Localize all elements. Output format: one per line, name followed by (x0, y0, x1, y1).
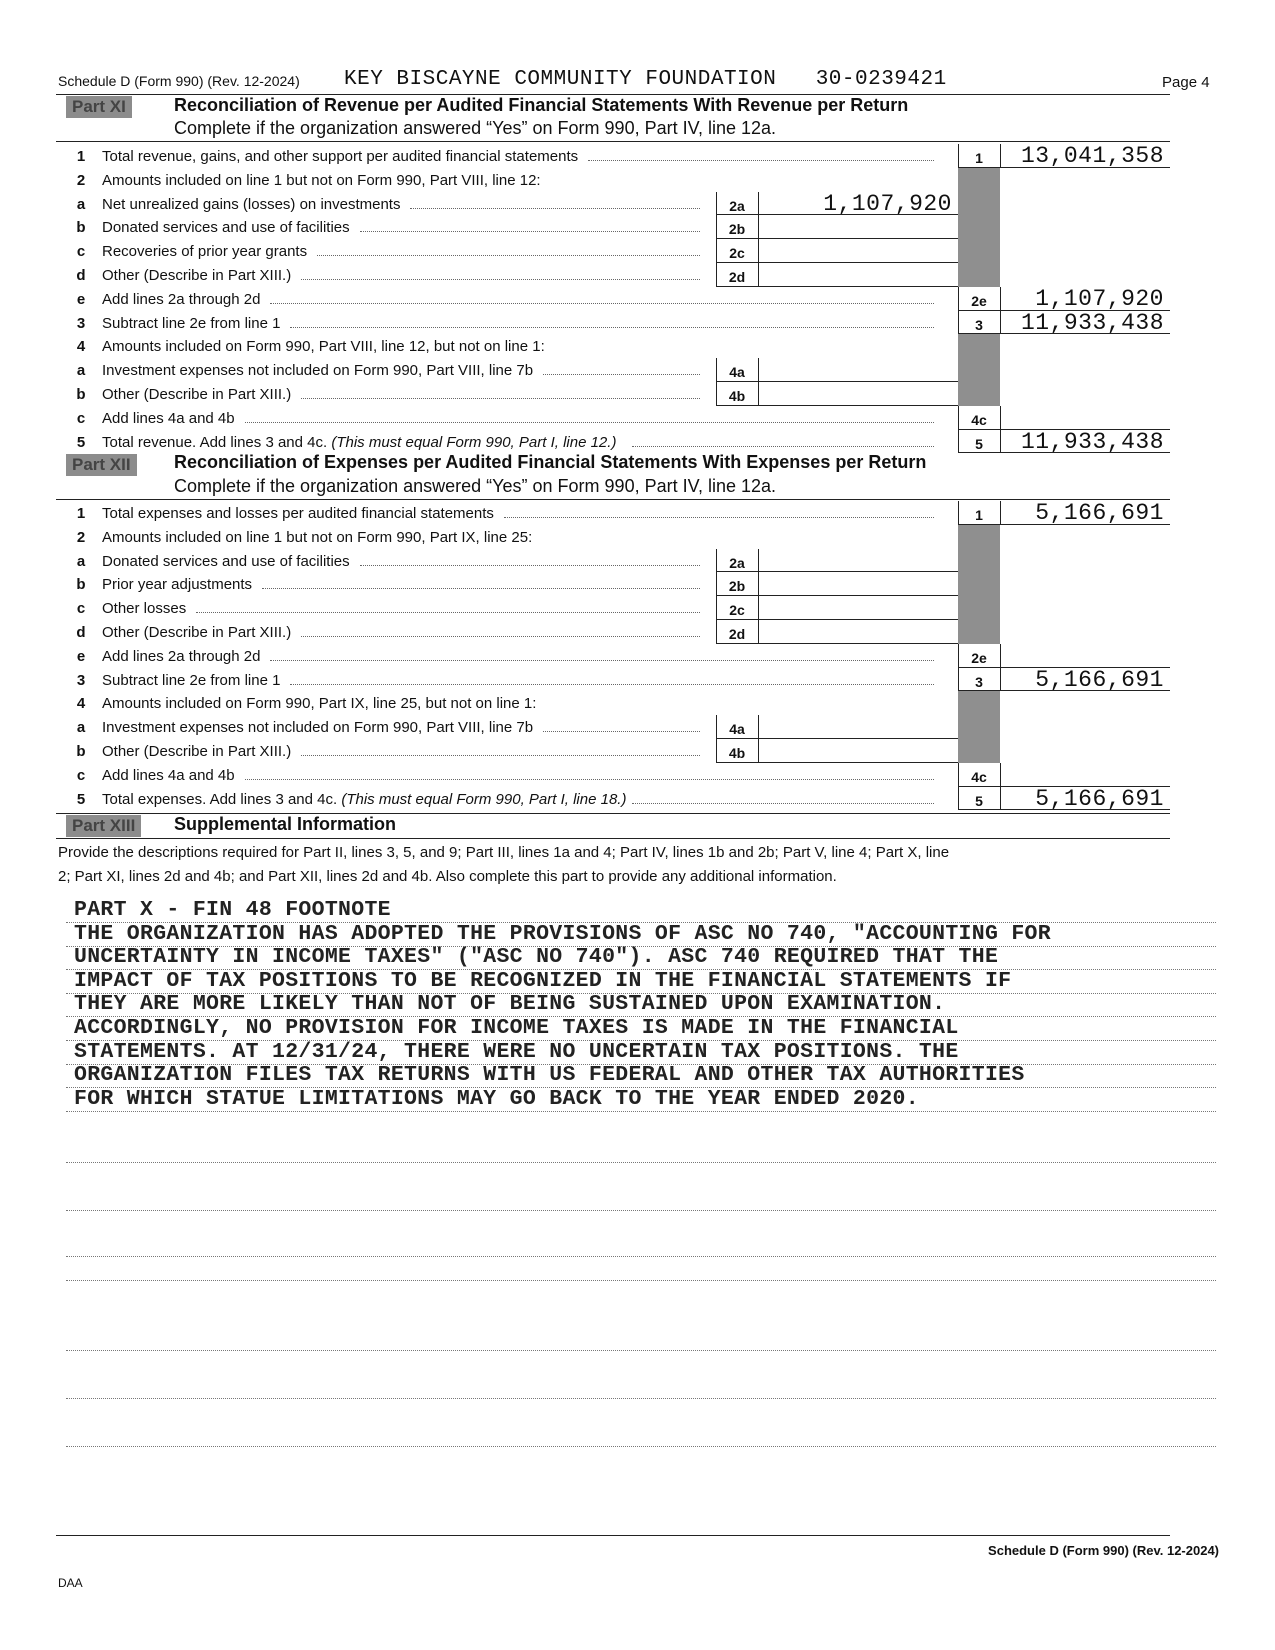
line-number: e (76, 647, 86, 665)
line-row (0, 287, 1275, 311)
line-label (102, 767, 235, 784)
line-row (0, 787, 1275, 811)
code-box (958, 644, 1000, 668)
dot-leader (543, 374, 700, 375)
code-box (958, 311, 1000, 335)
line-number: d (76, 624, 86, 641)
line-label (102, 315, 280, 332)
line-row (0, 739, 1275, 763)
form-reference: Schedule D (Form 990) (Rev. 12-2024) (58, 73, 300, 89)
line-row (0, 144, 1275, 168)
line-label-text: Amounts included on line 1 but not on Form 990, Part VIII, line 12: (102, 171, 541, 189)
line-label (102, 695, 536, 712)
line-number: 2 (76, 171, 86, 189)
amount-box (758, 572, 958, 596)
line-label (102, 672, 280, 689)
line-label (102, 338, 545, 355)
supplemental-line: IMPACT OF TAX POSITIONS TO BE RECOGNIZED IN THE FINANCIAL STATEMENTS IF (74, 968, 1012, 993)
line-label-text: Add lines 4a and 4b (102, 766, 235, 784)
line-code: 2b (728, 578, 746, 595)
line-label (102, 624, 291, 641)
dot-leader (245, 779, 934, 780)
page-number: Page 4 (1162, 74, 1210, 91)
amount-value: 13,041,358 (1020, 143, 1164, 169)
line-number: 5 (76, 790, 86, 808)
line-label (102, 291, 260, 308)
amount-value: 5,166,691 (1035, 666, 1164, 693)
line-label-text: Amounts included on line 1 but not on Form 990, Part IX, line 25: (102, 528, 533, 546)
line-number: e (76, 290, 86, 308)
line-label (102, 243, 307, 260)
part-xiii-title: Supplemental Information (174, 814, 397, 834)
code-box (716, 215, 758, 239)
line-number: 1 (76, 505, 86, 522)
code-box (716, 572, 758, 596)
code-box (716, 358, 758, 382)
line-row (0, 311, 1275, 335)
line-number: 3 (76, 671, 86, 689)
line-code: 4b (728, 388, 746, 404)
line-row (0, 263, 1275, 287)
amount-box (758, 715, 958, 739)
line-label-text: Amounts included on Form 990, Part VIII, line 12, but not on line 1: (102, 338, 545, 356)
line-code: 2a (729, 197, 745, 214)
line-number: b (76, 219, 86, 237)
part-xi-rule (56, 141, 1170, 142)
dot-leader (588, 160, 934, 161)
amount-box (1000, 763, 1170, 787)
amount-value: 11,933,438 (1020, 309, 1164, 336)
line-label (102, 529, 532, 546)
line-label (102, 267, 291, 284)
part-xii-subtitle: Complete if the organization answered “Yes” on Form 990, Part IV, line 12a. (174, 476, 777, 496)
line-label-text: Total revenue, gains, and other support per audited financial statements (102, 148, 579, 165)
line-row (0, 596, 1275, 620)
line-row (0, 239, 1275, 263)
organization-name-ein (344, 68, 947, 91)
line-number: a (76, 362, 86, 380)
line-number: b (76, 386, 86, 403)
line-label-text: Add lines 2a through 2d (102, 290, 261, 308)
dot-leader (360, 565, 700, 566)
line-label-text: Add lines 4a and 4b (102, 409, 235, 427)
part-xiii-instructions-line1: Provide the descriptions required for Part II, lines 3, 5, and 9; Part III, lines 1a and 4; Part IV, lines 1b and 2b; Part V, line 4; Part X, line (58, 844, 950, 861)
line-label (102, 600, 186, 617)
line-code: 2e (971, 649, 987, 666)
part-xii-title: Reconciliation of Expenses per Audited Financial Statements With Expenses per Return (174, 452, 927, 472)
amount-box (758, 263, 958, 287)
line-code: 3 (975, 673, 983, 690)
line-label (102, 648, 260, 665)
dot-leader (504, 517, 934, 518)
line-label-text: Other (Describe in Part XIII.) (102, 267, 292, 284)
line-code: 2d (728, 626, 746, 642)
code-box (716, 739, 758, 763)
amount-value: 11,933,438 (1020, 428, 1164, 455)
dot-leader (270, 660, 934, 661)
footer-form-reference: Schedule D (Form 990) (Rev. 12-2024) (988, 1543, 1219, 1558)
line-label-text: Total revenue. Add lines 3 and 4c. (102, 433, 328, 451)
line-label-note: (This must equal Form 990, Part I, line 18.) (341, 790, 627, 808)
line-code: 2d (728, 269, 746, 285)
line-number: d (76, 267, 86, 284)
line-label (102, 172, 541, 189)
line-row (0, 334, 1275, 358)
line-code: 2b (728, 221, 746, 238)
code-box (716, 596, 758, 620)
line-label (102, 386, 291, 403)
line-number: c (76, 766, 86, 784)
line-label-text: Other losses (102, 600, 187, 618)
line-number: b (76, 576, 86, 594)
code-box (958, 430, 1000, 454)
line-code: 5 (975, 792, 983, 809)
amount-box (758, 215, 958, 239)
dot-leader (632, 446, 934, 447)
part-xiii-rule (56, 838, 1170, 839)
line-label (102, 791, 626, 808)
line-row (0, 620, 1275, 644)
line-number: 3 (76, 314, 86, 332)
supplemental-line: ACCORDINGLY, NO PROVISION FOR INCOME TAXES IS MADE IN THE FINANCIAL (74, 1016, 959, 1040)
line-label (102, 719, 533, 736)
organization-name: KEY BISCAYNE COMMUNITY FOUNDATION (344, 68, 777, 91)
line-label-text: Investment expenses not included on Form 990, Part VIII, line 7b (102, 719, 534, 737)
line-code: 4c (971, 411, 987, 428)
amount-box (758, 620, 958, 644)
dot-leader (317, 255, 700, 256)
line-label (102, 410, 235, 427)
line-row (0, 644, 1275, 668)
code-box (716, 239, 758, 263)
line-number: c (76, 600, 86, 618)
line-label-text: Other (Describe in Part XIII.) (102, 743, 292, 760)
line-row (0, 691, 1275, 715)
amount-box (758, 382, 958, 406)
code-box (716, 382, 758, 406)
line-code: 4b (728, 745, 746, 761)
supplemental-line: FOR WHICH STATUE LIMITATIONS MAY GO BACK TO THE YEAR ENDED 2020. (74, 1086, 919, 1111)
writing-line (66, 1162, 1216, 1163)
code-box (958, 144, 1000, 168)
amount-box (758, 549, 958, 573)
line-row (0, 382, 1275, 406)
amount-box (758, 739, 958, 763)
line-label-text: Investment expenses not included on Form 990, Part VIII, line 7b (102, 362, 534, 380)
part-xi-title: Reconciliation of Revenue per Audited Financial Statements With Revenue per Return (174, 95, 909, 115)
line-label-text: Total expenses. Add lines 3 and 4c. (102, 790, 338, 808)
line-code: 5 (975, 435, 983, 452)
dot-leader (360, 231, 700, 232)
line-number: b (76, 743, 86, 760)
line-number: 4 (76, 338, 86, 356)
line-code: 2c (729, 245, 745, 262)
line-label-note: (This must equal Form 990, Part I, line 12.) (331, 433, 617, 451)
amount-box (758, 358, 958, 382)
amount-value: 5,166,691 (1035, 785, 1164, 812)
line-label-text: Other (Describe in Part XIII.) (102, 624, 292, 641)
line-row (0, 525, 1275, 549)
line-label-text: Other (Describe in Part XIII.) (102, 386, 292, 403)
code-box (958, 406, 1000, 430)
line-number: c (76, 243, 86, 261)
line-number: c (76, 409, 86, 427)
line-code: 1 (975, 150, 983, 166)
supplemental-line: THEY ARE MORE LIKELY THAN NOT OF BEING SUSTAINED UPON EXAMINATION. (74, 992, 946, 1017)
supplemental-line: PART X - FIN 48 FOOTNOTE (74, 898, 391, 922)
line-number: 1 (76, 148, 86, 165)
amount-value: 1,107,920 (1035, 285, 1164, 312)
dot-leader (301, 636, 700, 637)
line-row (0, 430, 1275, 454)
line-row (0, 192, 1275, 216)
code-box (958, 763, 1000, 787)
line-row (0, 215, 1275, 239)
line-code: 3 (975, 316, 983, 333)
dot-leader (301, 398, 700, 399)
writing-line (66, 1350, 1216, 1351)
daa-mark: DAA (58, 1576, 83, 1590)
line-number: a (76, 195, 86, 213)
supplemental-line: THE ORGANIZATION HAS ADOPTED THE PROVISIONS OF ASC NO 740, "ACCOUNTING FOR (74, 921, 1051, 946)
line-number: 2 (76, 528, 86, 546)
line-row (0, 501, 1275, 525)
line-code: 1 (975, 507, 983, 523)
writing-line (66, 1446, 1216, 1447)
code-box (958, 287, 1000, 311)
dot-leader (632, 803, 934, 804)
dot-leader (301, 755, 700, 756)
line-label-text: Subtract line 2e from line 1 (102, 671, 281, 689)
dot-leader (290, 327, 934, 328)
dot-leader (410, 208, 700, 209)
code-box (958, 787, 1000, 811)
line-label-text: Donated services and use of facilities (102, 219, 350, 237)
line-label (102, 576, 252, 593)
line-row (0, 406, 1275, 430)
line-label-text: Donated services and use of facilities (102, 552, 350, 570)
amount-value: 1,107,920 (823, 190, 952, 217)
amount-value: 5,166,691 (1035, 500, 1164, 526)
dot-leader (262, 588, 700, 589)
line-code: 4a (729, 364, 745, 381)
part-xi-badge: Part XI (66, 96, 132, 118)
supplemental-line: UNCERTAINTY IN INCOME TAXES" ("ASC NO 740"). ASC 740 REQUIRED THAT THE (74, 945, 999, 970)
line-code: 4a (729, 721, 745, 738)
line-number: a (76, 552, 86, 570)
writing-line (66, 1210, 1216, 1211)
amount-box (1000, 644, 1170, 668)
writing-line (66, 1111, 1216, 1112)
dot-leader (543, 731, 700, 732)
line-label (102, 434, 616, 451)
code-box (716, 549, 758, 573)
supplemental-line: STATEMENTS. AT 12/31/24, THERE WERE NO UNCERTAIN TAX POSITIONS. THE (74, 1039, 959, 1064)
line-row (0, 549, 1275, 573)
line-row (0, 358, 1275, 382)
line-label (102, 743, 291, 760)
amount-box (1000, 406, 1170, 430)
part-xii-badge: Part XII (66, 454, 137, 476)
dot-leader (196, 612, 700, 613)
line-label (102, 553, 350, 570)
line-label (102, 362, 533, 379)
line-code: 2c (729, 602, 745, 619)
line-row (0, 572, 1275, 596)
line-number: a (76, 719, 86, 737)
dot-leader (245, 422, 934, 423)
part-xiii-badge: Part XIII (66, 815, 141, 837)
part-xi-subtitle: Complete if the organization answered “Yes” on Form 990, Part IV, line 12a. (174, 118, 777, 138)
line-label (102, 505, 494, 522)
code-box (716, 263, 758, 287)
line-label-text: Net unrealized gains (losses) on investments (102, 195, 401, 213)
amount-box (758, 239, 958, 263)
line-row (0, 168, 1275, 192)
line-label (102, 148, 578, 165)
line-label (102, 196, 400, 213)
line-number: 4 (76, 695, 86, 713)
line-label-text: Add lines 2a through 2d (102, 647, 261, 665)
dot-leader (290, 684, 934, 685)
dot-leader (301, 279, 700, 280)
line-label-text: Total expenses and losses per audited financial statements (102, 505, 494, 522)
line-row (0, 668, 1275, 692)
dot-leader (270, 303, 934, 304)
code-box (716, 620, 758, 644)
writing-line (66, 1256, 1216, 1257)
line-label-text: Prior year adjustments (102, 576, 253, 594)
line-row (0, 715, 1275, 739)
line-label-text: Amounts included on Form 990, Part IX, line 25, but not on line 1: (102, 695, 537, 713)
ein: 30-0239421 (815, 68, 947, 91)
line-code: 4c (971, 768, 987, 785)
line-label (102, 219, 350, 236)
line-label-text: Recoveries of prior year grants (102, 243, 308, 261)
code-box (716, 192, 758, 216)
supplemental-line: ORGANIZATION FILES TAX RETURNS WITH US FEDERAL AND OTHER TAX AUTHORITIES (74, 1063, 1025, 1088)
code-box (716, 715, 758, 739)
line-label-text: Subtract line 2e from line 1 (102, 314, 281, 332)
writing-line (66, 1398, 1216, 1399)
code-box (958, 668, 1000, 692)
part-xiii-instructions-line2: 2; Part XI, lines 2d and 4b; and Part XII, lines 2d and 4b. Also complete this part to provide any additional information. (58, 868, 837, 885)
line-row (0, 763, 1275, 787)
code-box (958, 501, 1000, 525)
writing-line (66, 1280, 1216, 1281)
line-number: 5 (76, 433, 86, 451)
footer-rule (56, 1535, 1170, 1536)
amount-box (758, 596, 958, 620)
line-code: 2e (971, 292, 987, 309)
line-code: 2a (729, 554, 745, 571)
